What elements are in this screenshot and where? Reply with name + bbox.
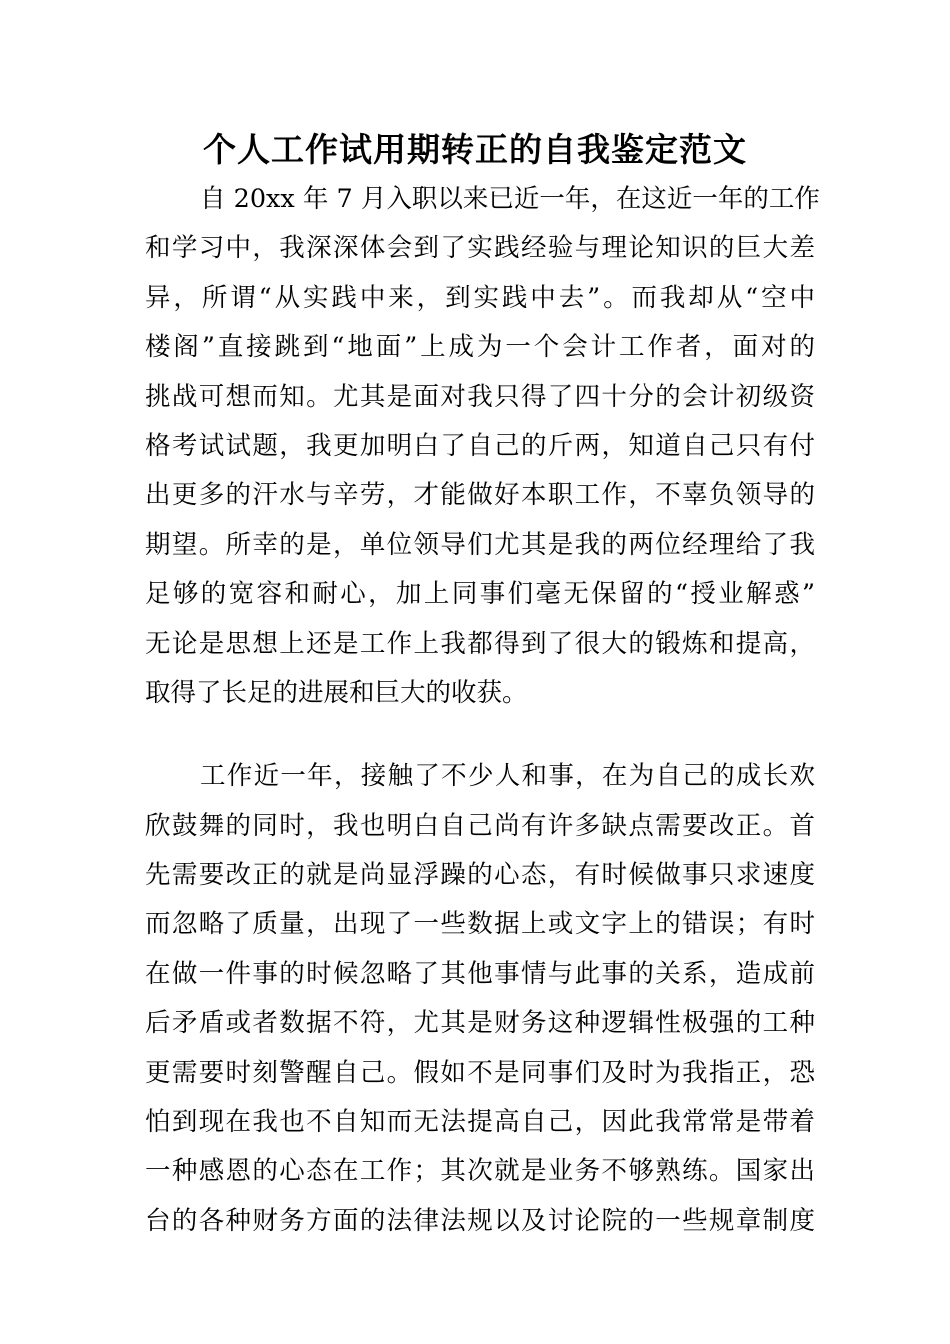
- document-body: [145, 175, 820, 1246]
- paragraph-line: 取得了长足的进展和巨大的收获。: [145, 677, 528, 708]
- paragraph-line: 异，所谓“从实践中来，到实践中去”。而我却从“空中: [145, 282, 815, 313]
- paragraph-1: [145, 175, 820, 718]
- paragraph-line: 后矛盾或者数据不符，尤其是财务这种逻辑性极强的工种: [145, 1008, 815, 1039]
- paragraph-line: 更需要时刻警醒自己。假如不是同事们及时为我指正，恐: [145, 1057, 815, 1088]
- paragraph-line: 自 20xx 年 7 月入职以来已近一年，在这近一年的工作: [200, 184, 820, 214]
- paragraph-line: 在做一件事的时候忽略了其他事情与此事的关系，造成前: [145, 958, 815, 989]
- paragraph-line: 欣鼓舞的同时，我也明白自己尚有许多缺点需要改正。首: [145, 810, 815, 841]
- paragraph-line: 怕到现在我也不自知而无法提高自己，因此我常常是带着: [145, 1107, 815, 1138]
- paragraph-spacer: [145, 718, 815, 752]
- paragraph-line: 台的各种财务方面的法律法规以及讨论院的一些规章制度: [145, 1205, 815, 1236]
- paragraph-line: 挑战可想而知。尤其是面对我只得了四十分的会计初级资: [145, 381, 815, 412]
- paragraph-line: 一种感恩的心态在工作；其次就是业务不够熟练。国家出: [145, 1156, 815, 1187]
- paragraph-line: 足够的宽容和耐心，加上同事们毫无保留的“授业解惑”: [145, 579, 815, 610]
- paragraph-line: 先需要改正的就是尚显浮躁的心态，有时候做事只求速度: [145, 860, 815, 891]
- paragraph-line: 格考试试题，我更加明白了自己的斤两，知道自己只有付: [145, 430, 815, 461]
- paragraph-line: 期望。所幸的是，单位领导们尤其是我的两位经理给了我: [145, 529, 815, 560]
- paragraph-line: 楼阁”直接跳到“地面”上成为一个会计工作者，面对的: [145, 332, 815, 363]
- paragraph-line: 而忽略了质量，出现了一些数据上或文字上的错误；有时: [145, 909, 815, 940]
- paragraph-line: 无论是思想上还是工作上我都得到了很大的锻炼和提高，: [145, 628, 815, 659]
- paragraph-line: 工作近一年，接触了不少人和事，在为自己的成长欢: [200, 761, 815, 792]
- document-title: 个人工作试用期转正的自我鉴定范文: [203, 130, 747, 169]
- paragraph-line: 出更多的汗水与辛劳，才能做好本职工作，不辜负领导的: [145, 480, 815, 511]
- paragraph-2: [145, 752, 815, 1246]
- paragraph-line: 和学习中，我深深体会到了实践经验与理论知识的巨大差: [145, 233, 815, 264]
